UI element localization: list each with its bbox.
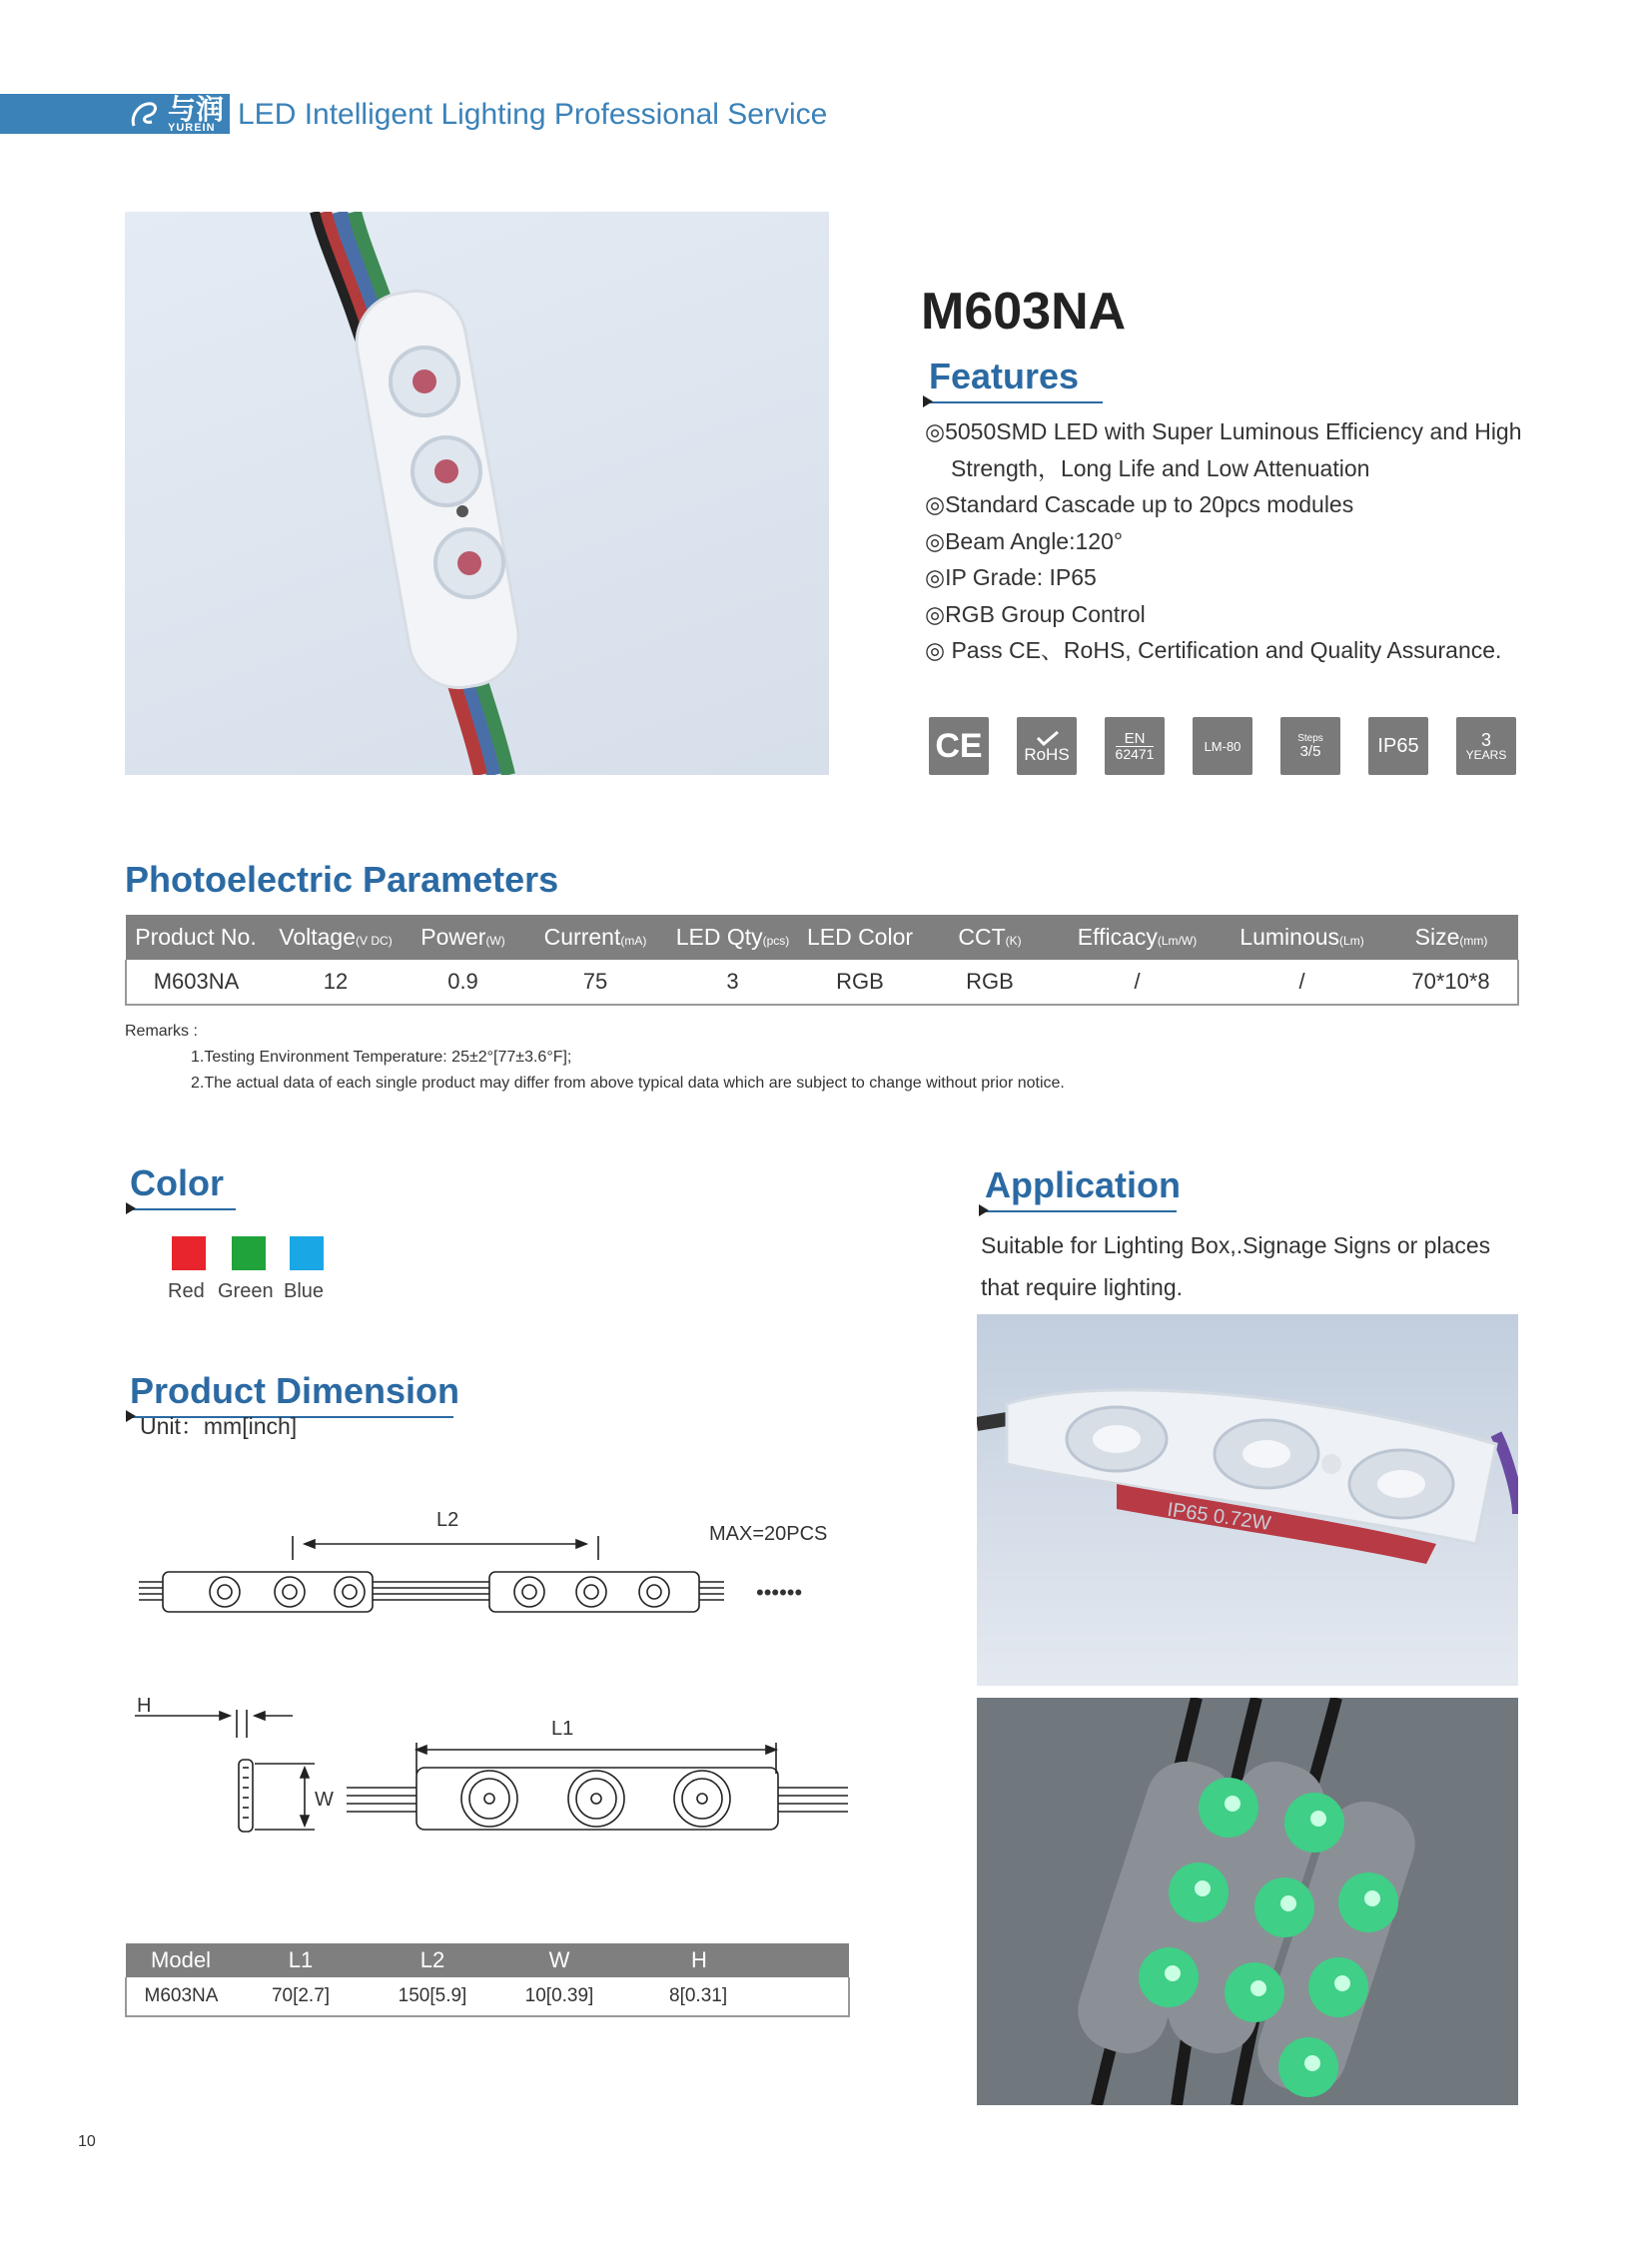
dim-label-l2: L2 <box>436 1509 459 1531</box>
table-cell: / <box>1220 960 1384 1005</box>
lm80-badge <box>1193 717 1252 775</box>
ce-badge-text: CE <box>935 727 983 765</box>
lm80-badge-text: LM-80 <box>1204 738 1241 754</box>
checkmark-icon <box>1032 730 1062 746</box>
features-underline <box>927 401 1103 403</box>
swatch-blue-label: Blue <box>284 1280 325 1302</box>
dimension-unit: Unit：mm[inch] <box>140 1413 298 1439</box>
header-tagline: LED Intelligent Lighting Professional Service <box>238 98 828 131</box>
dim-label-max: MAX=20PCS <box>709 1523 828 1545</box>
header-cell: Size(mm) <box>1384 915 1518 960</box>
feature-item: ◎RGB Group Control <box>925 600 1146 627</box>
feature-item: ◎ Pass CE、RoHS, Certification and Quality Assurance. <box>925 637 1502 663</box>
table-cell: M603NA <box>126 1977 236 2016</box>
feature-item: ◎Standard Cascade up to 20pcs modules <box>925 491 1354 517</box>
en-badge-bottom: 62471 <box>1115 746 1155 762</box>
application-underline <box>983 1210 1177 1212</box>
header-cell: Current(mA) <box>520 915 670 960</box>
warranty-badge-top: 3 <box>1480 730 1491 750</box>
brand-logo <box>128 96 224 134</box>
header-cell: LED Color <box>795 915 925 960</box>
swatch-blue <box>290 1236 324 1270</box>
remarks <box>125 1019 1065 1097</box>
table-cell: 0.9 <box>406 960 520 1005</box>
header-cell: H <box>619 1943 849 1977</box>
application-text: Suitable for Lighting Box,.Signage Signs or places that require lighting. <box>981 1232 1491 1300</box>
dimension-title: Product Dimension <box>130 1370 460 1411</box>
dimension-drawing <box>125 1478 884 1858</box>
remark-item: 2.The actual data of each single product may differ from above typical data which are subject to change without prior notice. <box>191 1075 1065 1092</box>
ip65-badge-text: IP65 <box>1377 735 1419 757</box>
header-cell: Product No. <box>126 915 266 960</box>
logo-en-text: YUREIN <box>168 122 216 134</box>
table-cell: 70[2.7] <box>236 1977 366 2016</box>
photoelectric-title: Photoelectric Parameters <box>125 859 559 900</box>
dimension-arrow-icon <box>126 1410 136 1422</box>
application-title: Application <box>985 1164 1181 1205</box>
en-badge-top: EN <box>1124 730 1146 747</box>
dim-label-h: H <box>137 1695 152 1717</box>
table-cell: 12 <box>266 960 406 1005</box>
page-number: 10 <box>78 2133 96 2150</box>
header-cell: Luminous(Lm) <box>1220 915 1384 960</box>
table-cell: 10[0.39] <box>499 1977 619 2016</box>
dimension-table <box>125 1943 850 2017</box>
rohs-badge-text: RoHS <box>1024 744 1070 764</box>
table-header-row <box>126 1943 849 1977</box>
table-cell: 3 <box>670 960 795 1005</box>
warranty-badge-bottom: YEARS <box>1465 748 1507 762</box>
dim-label-w: W <box>315 1789 334 1811</box>
remark-item: 1.Testing Environment Temperature: 25±2°[77±3.6°F]; <box>191 1049 572 1066</box>
feature-item: ◎IP Grade: IP65 <box>925 564 1097 590</box>
color-title: Color <box>130 1162 224 1203</box>
features-arrow-icon <box>923 395 933 407</box>
table-cell: 8[0.31] <box>619 1977 849 2016</box>
table-cell: 150[5.9] <box>366 1977 499 2016</box>
module-print-text: IP65 0.72W <box>1166 1498 1272 1536</box>
photoelectric-table <box>125 915 1519 1006</box>
features-list <box>925 413 1524 669</box>
table-cell: RGB <box>795 960 925 1005</box>
product-model-title: M603NA <box>921 283 1127 341</box>
table-cell: / <box>1055 960 1220 1005</box>
steps-badge <box>1280 717 1340 775</box>
swatch-green-label: Green <box>218 1280 274 1302</box>
steps-badge-bottom: 3/5 <box>1299 742 1321 760</box>
table-header-row <box>126 915 1518 960</box>
dim-label-l1: L1 <box>551 1718 574 1740</box>
feature-item: Strength，Long Life and Low Attenuation <box>951 454 1370 481</box>
steps-badge-top: Steps <box>1297 732 1323 744</box>
header-cell: W <box>499 1943 619 1977</box>
header-cell: CCT(K) <box>925 915 1055 960</box>
dim-label-dots: •••••• <box>756 1580 803 1605</box>
header-cell: Power(W) <box>406 915 520 960</box>
header-cell: L1 <box>236 1943 366 1977</box>
header-cell: LED Qty(pcs) <box>670 915 795 960</box>
ce-badge <box>929 717 989 775</box>
header-cell: Model <box>126 1943 236 1977</box>
ip65-badge <box>1368 717 1428 775</box>
table-cell: M603NA <box>126 960 266 1005</box>
color-underline <box>128 1208 236 1210</box>
warranty-badge <box>1456 717 1516 775</box>
application-photo-closeup <box>977 1314 1518 1686</box>
swatch-red-label: Red <box>168 1280 205 1302</box>
table-cell: 75 <box>520 960 670 1005</box>
table-cell: RGB <box>925 960 1055 1005</box>
application-arrow-icon <box>979 1204 989 1216</box>
header-cell: Efficacy(Lm/W) <box>1055 915 1220 960</box>
rohs-badge <box>1017 717 1077 775</box>
table-cell: 70*10*8 <box>1384 960 1518 1005</box>
color-arrow-icon <box>126 1202 136 1214</box>
swatch-green <box>232 1236 266 1270</box>
header-cell: Voltage(V DC) <box>266 915 406 960</box>
swatch-red <box>172 1236 206 1270</box>
logo-cn-text: 与润 <box>168 94 225 125</box>
header-cell: L2 <box>366 1943 499 1977</box>
logo-swirl-icon <box>128 98 168 130</box>
feature-item: ◎Beam Angle:120° <box>925 527 1124 554</box>
remarks-title: Remarks : <box>125 1023 198 1040</box>
feature-item: ◎5050SMD LED with Super Luminous Efficiency and High <box>925 418 1522 444</box>
features-title: Features <box>929 356 1080 396</box>
table-row <box>126 1977 849 2016</box>
application-photo-green <box>977 1698 1518 2105</box>
product-photo <box>125 212 829 775</box>
en62471-badge <box>1105 717 1165 775</box>
table-row <box>126 960 1518 1005</box>
